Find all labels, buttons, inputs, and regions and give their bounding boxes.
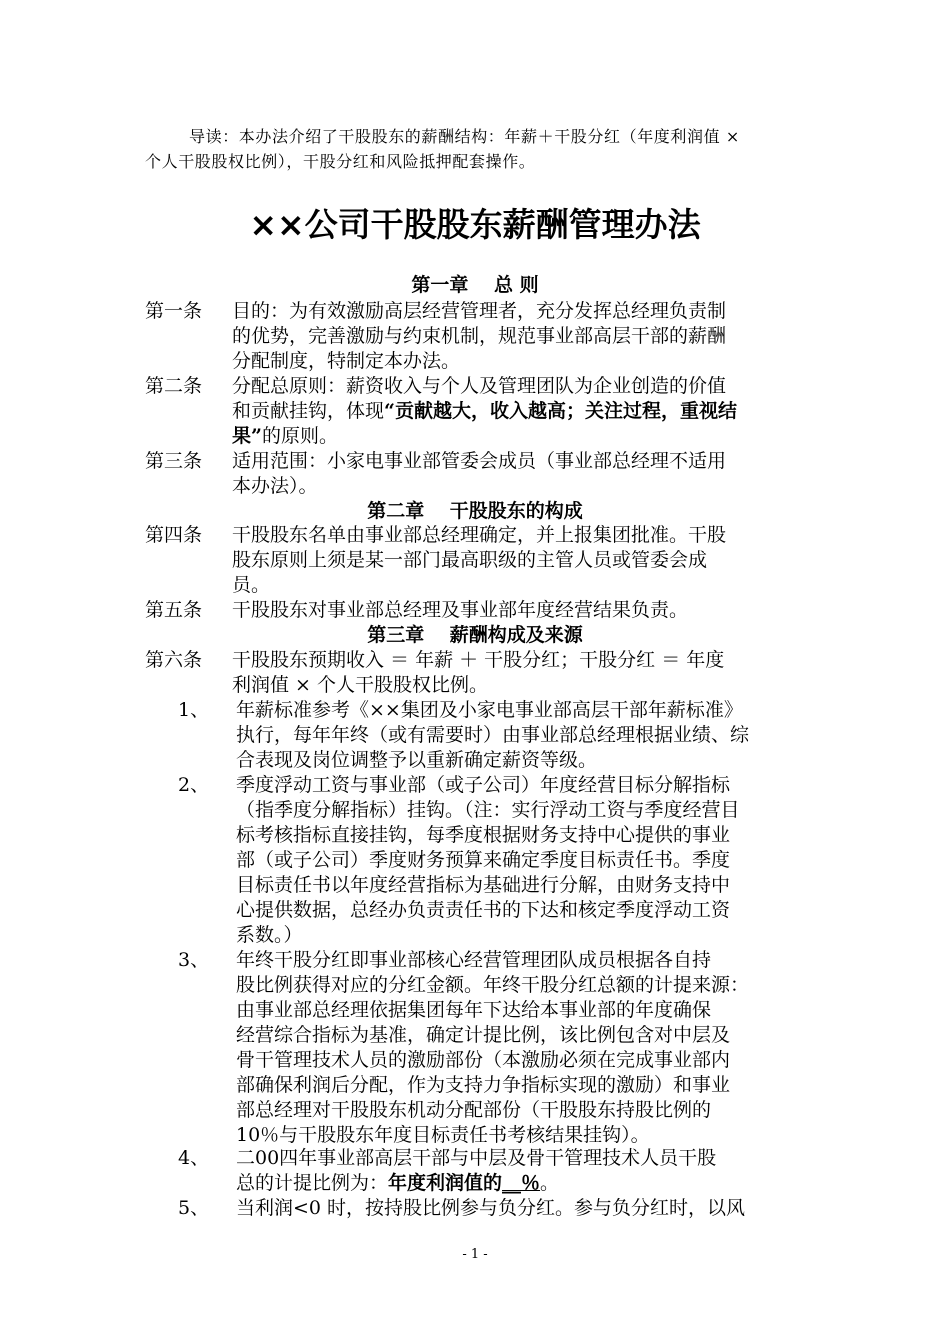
item-text-line bbox=[236, 1171, 815, 1196]
item-text-line: 由事业部总经理依据集团每年下达给本事业部的年度确保 bbox=[236, 999, 712, 1021]
item-number: 1、 bbox=[178, 699, 210, 721]
item-text-line: 季度浮动工资与事业部（或子公司）年度经营目标分解指标 bbox=[236, 774, 731, 796]
article-text-line: 员。 bbox=[232, 574, 271, 596]
article-label: 第一条 bbox=[145, 300, 203, 322]
emphasis-text: “贡献越大，收入越高；关注过程，重视结 bbox=[384, 400, 737, 422]
item-text-line: 骨干管理技术人员的激励部份（本激励必须在完成事业部内 bbox=[236, 1049, 731, 1071]
item-text-line: 股比例获得对应的分红金额。年终干股分红总额的计提来源： bbox=[236, 974, 750, 996]
article-label: 第六条 bbox=[145, 649, 203, 671]
article-text-line: 分配制度，特制定本办法。 bbox=[232, 350, 461, 372]
emphasis-text: 年度利润值的 bbox=[388, 1172, 503, 1194]
emphasis-text: 果” bbox=[232, 425, 262, 447]
fill-in-blank: __％ bbox=[502, 1172, 541, 1194]
article-text-line: 本办法）。 bbox=[232, 475, 318, 497]
list-item-4 bbox=[145, 1146, 815, 1196]
article-2 bbox=[145, 374, 815, 449]
item-text-line: 执行，每年年终（或有需要时）由事业部总经理根据业绩、综 bbox=[236, 724, 750, 746]
item-text-line: 标考核指标直接挂钩，每季度根据财务支持中心提供的事业 bbox=[236, 824, 731, 846]
list-item-2 bbox=[145, 773, 815, 948]
item-number: 3、 bbox=[178, 949, 210, 971]
item-text-line: 二00四年事业部高层干部与中层及骨干管理技术人员干股 bbox=[236, 1147, 717, 1169]
article-label: 第四条 bbox=[145, 524, 203, 546]
article-text: 的原则。 bbox=[261, 425, 338, 447]
article-text-line: 干股股东名单由事业部总经理确定，并上报集团批准。干股 bbox=[232, 524, 727, 546]
item-text-line: 合表现及岗位调整予以重新确定薪资等级。 bbox=[236, 749, 598, 771]
article-text: 和贡献挂钩，体现 bbox=[232, 400, 385, 422]
article-text-line: 分配总原则：薪资收入与个人及管理团队为企业创造的价值 bbox=[232, 375, 727, 397]
item-text-line: 部总经理对干股股东机动分配部份（干股股东持股比例的 bbox=[236, 1099, 712, 1121]
item-text-line: 部确保利润后分配，作为支持力争指标实现的激励）和事业 bbox=[236, 1074, 731, 1096]
intro-line: 个人干股股权比例），干股分红和风险抵押配套操作。 bbox=[145, 152, 536, 171]
item-text: 。 bbox=[540, 1172, 560, 1194]
item-text-line: 10％与干股股东年度目标责任书考核结果挂钩）。 bbox=[236, 1124, 650, 1146]
item-text-line: 经营综合指标为基准，确定计提比例，该比例包含对中层及 bbox=[236, 1024, 731, 1046]
item-text-line: 部（或子公司）季度财务预算来确定季度目标责任书。季度 bbox=[236, 849, 731, 871]
intro-paragraph bbox=[145, 124, 810, 174]
article-label: 第二条 bbox=[145, 375, 203, 397]
list-item-5 bbox=[145, 1196, 815, 1221]
item-text-line: 年终干股分红即事业部核心经营管理团队成员根据各自持 bbox=[236, 949, 712, 971]
intro-line: 导读：本办法介绍了干股股东的薪酬结构：年薪＋干股分红（年度利润值 × bbox=[189, 127, 740, 146]
list-item-3 bbox=[145, 948, 815, 1148]
article-3 bbox=[145, 449, 815, 499]
item-text-line: 系数。） bbox=[236, 924, 303, 946]
document-title: ××公司干股股东薪酬管理办法 bbox=[249, 205, 701, 244]
item-number: 4、 bbox=[178, 1147, 210, 1169]
article-label: 第三条 bbox=[145, 450, 203, 472]
article-text-line: 的优势，完善激励与约束机制，规范事业部高层干部的薪酬 bbox=[232, 325, 727, 347]
page-number: - 1 - bbox=[462, 1247, 488, 1262]
article-5 bbox=[145, 598, 815, 623]
item-number: 2、 bbox=[178, 774, 210, 796]
chapter-heading: 第一章 总 则 bbox=[411, 274, 539, 296]
article-6 bbox=[145, 648, 815, 698]
item-number: 5、 bbox=[178, 1197, 210, 1219]
article-text-line: 干股股东预期收入 ＝ 年薪 ＋ 干股分红；干股分红 ＝ 年度 bbox=[232, 649, 725, 671]
article-4 bbox=[145, 523, 815, 598]
item-text: 总的计提比例为： bbox=[236, 1172, 389, 1194]
article-text-line bbox=[232, 424, 815, 449]
item-text-line: （指季度分解指标）挂钩。（注：实行浮动工资与季度经营目 bbox=[236, 799, 740, 821]
article-text-line: 股东原则上须是某一部门最高职级的主管人员或管委会成 bbox=[232, 549, 708, 571]
article-text-line bbox=[232, 399, 815, 424]
list-item-1 bbox=[145, 698, 815, 773]
article-label: 第五条 bbox=[145, 599, 203, 621]
article-1 bbox=[145, 299, 815, 374]
item-text-line: 目标责任书以年度经营指标为基础进行分解，由财务支持中 bbox=[236, 874, 731, 896]
chapter-heading: 第二章 干股股东的构成 bbox=[367, 500, 583, 522]
article-text-line: 干股股东对事业部总经理及事业部年度经营结果负责。 bbox=[232, 599, 689, 621]
item-text-line: 年薪标准参考《××集团及小家电事业部高层干部年薪标准》 bbox=[236, 699, 743, 721]
chapter-heading: 第三章 薪酬构成及来源 bbox=[367, 624, 583, 646]
item-text-line: 心提供数据，总经办负责责任书的下达和核定季度浮动工资 bbox=[236, 899, 731, 921]
article-text-line: 适用范围：小家电事业部管委会成员（事业部总经理不适用 bbox=[232, 450, 727, 472]
item-text-line: 当利润<0 时，按持股比例参与负分红。参与负分红时，以风 bbox=[236, 1197, 746, 1219]
article-text-line: 利润值 × 个人干股股权比例。 bbox=[232, 674, 488, 696]
article-text-line: 目的：为有效激励高层经营管理者，充分发挥总经理负责制 bbox=[232, 300, 727, 322]
